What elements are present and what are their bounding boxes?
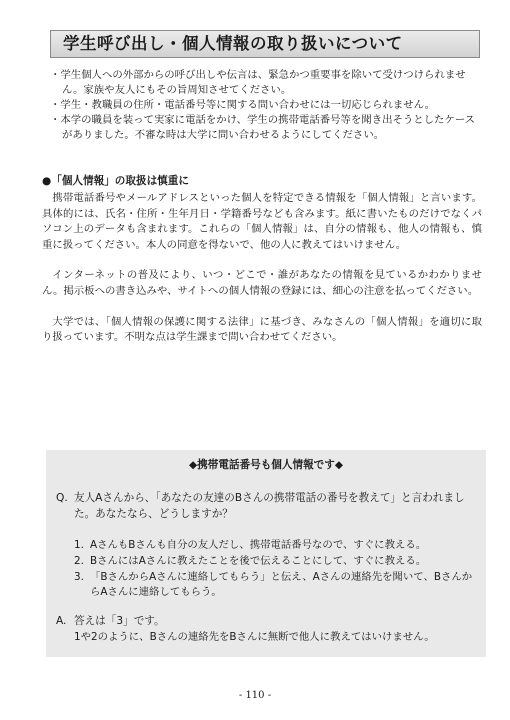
qa-title: ◆携帯電話番号も個人情報です◆ <box>188 459 343 471</box>
choice-item <box>74 554 474 569</box>
question-label: Q. <box>56 492 68 504</box>
choice-number: 1. <box>74 539 84 551</box>
paragraph: 携帯電話番号やメールアドレスといった個人を特定できる情報を「個人情報」と言います。具体的には、氏名・住所・生年月日・学籍番号なども含みます。紙に書いたものだけでなくパソコン上のデータも含まれます。これらの「個人情報」は、自分の情報も、他人の情報も、慎重に扱ってください。本人の同意を得ないで、他の人に教えてはいけません。 <box>42 192 482 251</box>
page-title: 学生呼び出し・個人情報の取り扱いについて <box>50 30 480 58</box>
notice-item: ・学生個人への外部からの呼び出しや伝言は、緊急かつ重要事を除いて受けつけられません。家族や友人にもその旨周知させてください。 <box>50 69 466 96</box>
answer-explanation: 1や2のように、Bさんの連絡先をBさんに無断で他人に教えてはいけません。 <box>74 631 435 643</box>
notice-list <box>50 68 480 143</box>
question-text: 友人Aさんから、「あなたの友達のBさんの携帯電話の番号を教えて」と言われました。あなたなら、どうしますか？ <box>74 492 465 520</box>
answer-label: A. <box>56 615 67 627</box>
body-paragraphs <box>42 191 482 361</box>
section-heading: ●「個人情報」の取扱は慎重に <box>42 175 189 187</box>
choice-number: 2. <box>74 555 84 567</box>
paragraph: 大学では、「個人情報の保護に関する法律」に基づき、みなさんの「個人情報」を適切に取り扱っています。不明な点は学生課まで問い合わせてください。 <box>42 315 482 344</box>
choice-text: AさんもBさんも自分の友人だし、携帯電話番号なので、すぐに教える。 <box>90 539 427 551</box>
choice-list <box>74 538 474 601</box>
page-number: - 110 - <box>238 690 272 701</box>
qa-box <box>46 450 486 657</box>
answer-text: 答えは「3」です。 <box>74 615 165 627</box>
paragraph: インターネットの普及により、いつ・どこで・誰があなたの情報を見ているかわかりません。掲示板への書き込みや、サイトへの個人情報の登録には、細心の注意を払ってください。 <box>42 269 482 297</box>
notice-item: ・本学の職員を装って実家に電話をかけ、学生の携帯電話番号等を聞き出そうとしたケースがありました。不審な時は大学に問い合わせるようにしてください。 <box>50 114 476 141</box>
choice-text: 「BさんからAさんに連絡してもらう」と伝え、Aさんの連絡先を聞いて、BさんからAさんに連絡してもらう。 <box>90 571 473 598</box>
notice-item: ・学生・教職員の住所・電話番号等に関する問い合わせには一切応じられません。 <box>50 99 436 111</box>
choice-item <box>74 538 474 553</box>
choice-text: BさんにはAさんに教えたことを後で伝えることにして、すぐに教える。 <box>90 555 427 567</box>
choice-item <box>74 570 474 600</box>
choice-number: 3. <box>74 571 84 583</box>
